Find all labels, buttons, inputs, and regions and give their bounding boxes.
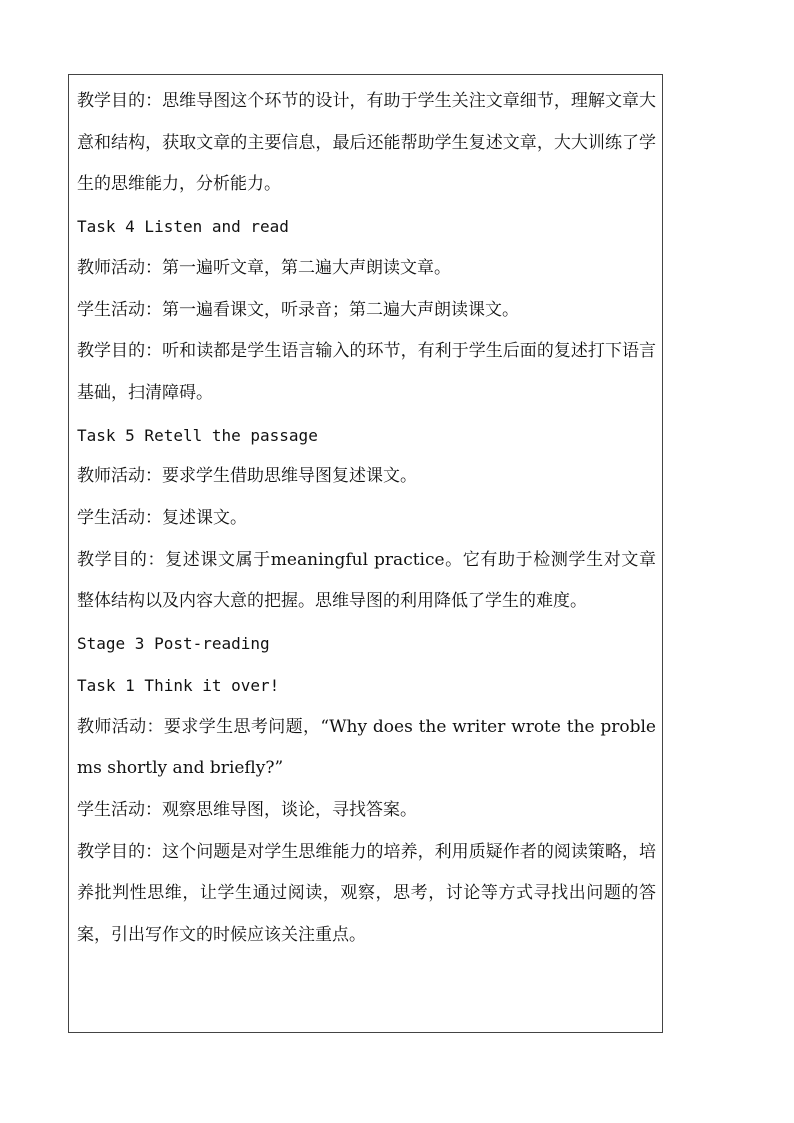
paragraph-student-activity-task4: 学生活动：第一遍看课文，听录音；第二遍大声朗读课文。 xyxy=(77,299,519,320)
paragraph-teacher-activity-stage3: 教师活动：要求学生思考问题，“Why does the writer wrote the problems shortly and briefly?” xyxy=(77,716,656,779)
paragraph-teacher-activity-task4: 教师活动：第一遍听文章，第二遍大声朗读文章。 xyxy=(77,257,451,278)
heading-task-5: Task 5 Retell the passage xyxy=(77,425,318,445)
paragraph-purpose-task4: 教学目的：听和读都是学生语言输入的环节，有利于学生后面的复述打下语言基础，扫清障碍。 xyxy=(77,341,656,403)
cell-content xyxy=(77,81,656,957)
paragraph-purpose-task5: 教学目的：复述课文属于meaningful practice。它有助于检测学生对文章整体结构以及内容大意的把握。思维导图的利用降低了学生的难度。 xyxy=(77,549,656,612)
paragraph-student-activity-stage3: 学生活动：观察思维导图，谈论，寻找答案。 xyxy=(77,799,417,820)
paragraph-teacher-activity-task5: 教师活动：要求学生借助思维导图复述课文。 xyxy=(77,466,417,487)
paragraph-purpose-mindmap: 教学目的：思维导图这个环节的设计，有助于学生关注文章细节，理解文章大意和结构，获取文章的主要信息，最后还能帮助学生复述文章，大大训练了学生的思维能力，分析能力。 xyxy=(77,91,656,195)
paragraph-purpose-stage3: 教学目的：这个问题是对学生思维能力的培养，利用质疑作者的阅读策略，培养批判性思维，让学生通过阅读，观察，思考，讨论等方式寻找出问题的答案，引出写作文的时候应该关注重点。 xyxy=(77,841,656,946)
heading-task-4: Task 4 Listen and read xyxy=(77,217,289,237)
paragraph-student-activity-task5: 学生活动：复述课文。 xyxy=(77,508,247,529)
heading-task-1: Task 1 Think it over! xyxy=(77,675,280,695)
table-cell-frame xyxy=(68,74,663,1033)
heading-stage-3: Stage 3 Post-reading xyxy=(77,634,270,654)
